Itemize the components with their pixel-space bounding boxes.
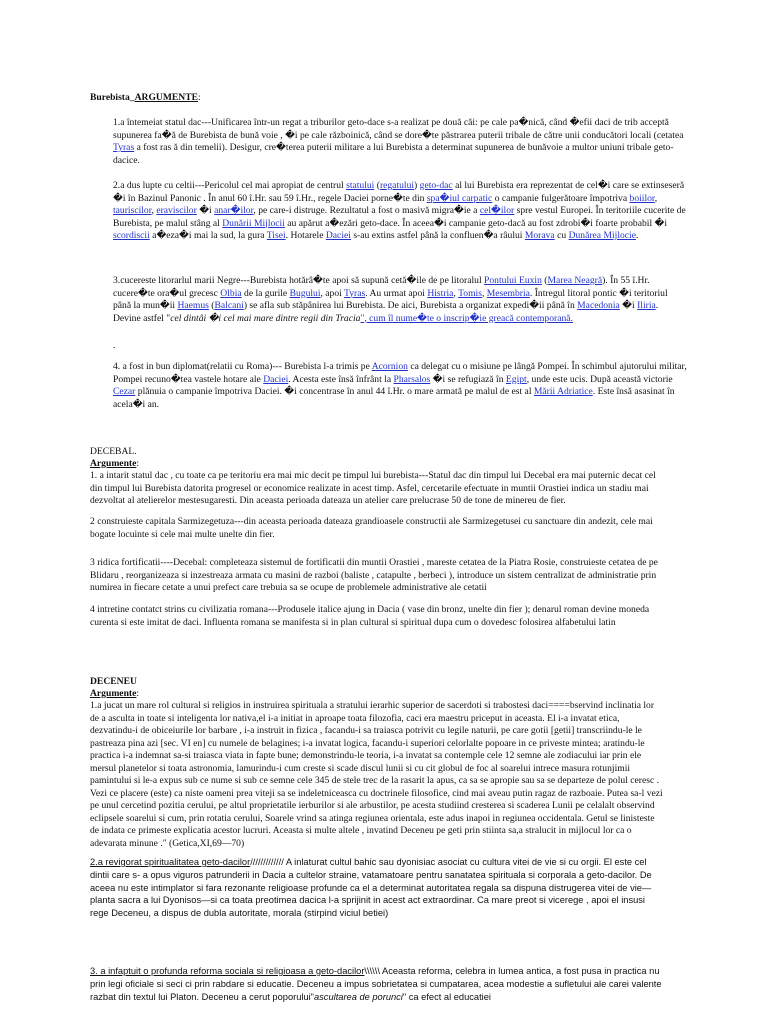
b3-link[interactable]: Pontului Euxin (484, 275, 542, 286)
b2-text: , pe care-i distruge. Rezultatul a fost o masivă migra�ie a (253, 205, 480, 216)
b2-text: au apărut a�ezări geto-dace. În aceea�i campanie geto-dacă au fost zdrobi�i foarte probabil �i (284, 217, 668, 229)
decebal-paragraph-1: 1. a intarit statul dac , cu toate ca pe teritoriu era mai mic decit pe timpul lui burebista---Statul dac din timpul lui Decebal era mai puternic decat cel din timpul lui Burebista datorita progresel or economice realizate in acest timp. Asfel, cercetarile efectuate in muntii Orastiei indica un stadiu mai dezvoltat al atelierelor mestesugaresti. Din aceasta perioada dateaza un atelier care prelucrase 50 de tone de minereu de fier. (90, 470, 656, 506)
deceneu-subheading: Argumente: (90, 688, 140, 699)
b2-link[interactable]: cel�ilor (479, 205, 515, 216)
deceneu-paragraph-3: 3. a infaptuit o profunda reforma sociala si religioasa a geto-dacilor\\\\\\ Aceasta reforma, celebra in lumea antica, a fost pusa in practica nu prin legi oficiale si seci ci prin rabdare si educatie. Deceneu a impus sobrietatea si cumpatarea, acea modestie a sufletului ale carei valente razbat din textul lui Platon. Deceneu a cerut poporului"ascultarea de porunci" ca efect al educatiei (90, 966, 662, 1002)
b1-text: 1.a întemeiat statul dac---Unificarea într-un regat a triburilor geto-dace s-a realizat pe două căi: pe cale pa�nică, când �efii daci de trib acceptă supunerea fa�ă de Burebista de bună voie , �i pe cale războinică, când se dore�te păstrarea puterii tribale de către unii conducători locali (cetatea (113, 117, 684, 141)
b3-text: ( (541, 275, 548, 286)
burebista-paragraph-2 (90, 180, 687, 243)
b3-text: de la gurile (241, 287, 290, 299)
b3-link[interactable]: Balcani (214, 300, 244, 311)
b3-link[interactable]: Histria (427, 287, 454, 299)
b2-link[interactable]: Morava (524, 230, 555, 241)
b2-text: . (635, 230, 639, 241)
b4-text: . Acesta este însă înfrânt la (288, 373, 394, 385)
b3-text: . Devine astfel " (113, 300, 659, 324)
b4-link[interactable]: Pharsalos (393, 373, 431, 385)
b2-link[interactable]: Tisei (266, 230, 286, 241)
b4-text: . Este însă asasinat în acela�i an. (113, 386, 675, 410)
b2-text: cu (554, 230, 569, 241)
b2-text: spre vestul Europei. În teritoriile cucerite de Burebista, pe malul stâng al (113, 205, 686, 229)
deceneu-paragraph-2: 2.a revigorat spiritualitatea geto-dacilor///////////// A inlaturat cultul bahic sau dyonisiac asociat cu cultura vitei de vie si cu orgii. El este cel dintii care s- a opus viguros patrunderii in Dacia a cultelor straine, vatamatoare pentru sanatatea spirituala si corporala a geto-dacilor. De aceea nu este intimplator si fara rezonante religioase profunde ca el a determinat autoritatea regala sa dispuna distrugerea vitei de vie—planta sacra a lui Dyonisos—si ca toata preotimea dacica l-a sprijinit in acest act extraordinar. Ca mare preot si viceregе , apoi el insusi rege Deceneu, a dispus de dubla autoritate, morala (stirpind viciul betiei) (90, 857, 652, 919)
b3-text: , apoi (320, 287, 345, 299)
b3-text: , (453, 287, 459, 299)
b3-link[interactable]: Macedonia (577, 300, 620, 311)
b2-link[interactable]: anar�ilor (214, 205, 254, 216)
title-colon: : (198, 92, 201, 103)
b4-link[interactable]: Mării Adriatice (533, 386, 593, 397)
b2-link[interactable]: spa�iul carpatic (426, 192, 493, 204)
b3-text: ). În 55 î.Hr. cucere�te ora�ul grecesc (113, 275, 650, 299)
b4-link[interactable]: Daciei (263, 373, 289, 385)
document-page (90, 0, 687, 1024)
b1-text: a fost ras ă din temelii). Desigur, cre�terea puterii militare a lui Burebista a determinat supunerea de bunăvoie a multor uniuni tribale geto-dacice. (113, 142, 674, 166)
b3-link[interactable]: Olbia (220, 287, 242, 299)
b4-text: ca delegat cu o misiune pe lângă Pompei. În schimbul ajutorului militar, Pompei recuno�tea vastele hotare ale (113, 361, 687, 385)
stray-dot: . (113, 340, 116, 351)
decebal-heading: DECEBAL. (90, 446, 137, 457)
b3-link[interactable]: Mesembria (486, 287, 530, 299)
b2-text: , (654, 192, 658, 204)
title-suffix: ARGUMENTE (134, 92, 199, 103)
b2-text: , (151, 205, 157, 216)
b2-text: ( (374, 180, 380, 191)
b2-text: al lui Burebista era reprezentat de cel�i care se extinseseră �i în Bazinul Panonic . În anul 60 î.Hr. sau 59 î.Hr., regele Daciei porne�te din (113, 180, 685, 204)
b3-text: , (481, 287, 487, 299)
b3-text: ( (208, 300, 215, 311)
burebista-paragraph-4 (90, 361, 687, 411)
b2-text: �i (196, 205, 215, 216)
b3-text: . Au urmat apoi (365, 287, 428, 299)
b2-text: o campanie fulgerătoare împotriva (492, 192, 630, 204)
decebal-paragraph-3: 3 ridica fortificatii----Decebal: completeaza sistemul de fortificatii din muntii Orastiei , mareste cetatea de la Piatra Rosie, construieste cetatea de pe Blidaru , reorganizeaza si inzestreaza armata cu masini de razboi (baliste , catapulte , berbeci ), introduce un sistem centralizat de administratie prin numirea in fiecare cetate a unui prefect care trebuia sa se ocupe de problemele administrative ale cetatii (90, 557, 658, 593)
burebista-paragraph-1 (90, 117, 687, 167)
b2-link[interactable]: tauriscilor (113, 205, 152, 216)
b3-link[interactable]: ", cum îl nume�te o inscrip�ie greacă contemporană. (360, 312, 573, 324)
b3-link[interactable]: Tyras (344, 287, 366, 299)
b3-link[interactable]: Bugului (289, 287, 321, 299)
b2-text: ) (414, 180, 420, 191)
b1-link[interactable]: Tyras (113, 142, 135, 153)
b3-link[interactable]: Haemus (177, 300, 209, 311)
b3-text: Tracia (335, 312, 361, 324)
b3-link[interactable]: Iliria (637, 300, 656, 311)
b4-link[interactable]: Egipt (505, 373, 527, 385)
b4-text: �i se refugiază în (430, 373, 506, 385)
b2-text: 2.a dus lupte cu celtii---Pericolul cel mai apropiat de centrul (113, 180, 347, 191)
b2-text: . Hotarele (285, 230, 326, 241)
b2-link[interactable]: boiilor (629, 192, 655, 204)
deceneu-paragraph-1: 1.a jucat un mare rol cultural si religios in instruirea spirituala a stratului ierarhic superior de sacerdoti si trabostesi daci====bservind inclinatia lor de a asculta in toate si inteligenta lor nativa,el i-a initiat in aproape toata filozofia, caci era maestru priceput in aceasta. El i-a invatat etica, dezvatindu-i de obiceiurile lor barbare , i-a instruit in fizica , facandu-i sa traiasca potrivit cu legile naturii, pe care gotii [getii] transcriindu-le le pastreaza pina azi [sec. VI en] cu numele de belagines; i-a invatat logica, facandu-i superiori celorlalte popoare in ce priveste mintea; aratindu-le practica i-a indemnat sa-si traiasca viata in fapte bune; demonstrindu-le teoria, i-a invatat sa contemple cele 12 semne ale zodiacului iar prin ele mersul planetelor si toata astronomia, lamurindu-i cum creste si scade discul lunii si cu cit globul de foc al soarelui intrece masura rotunjimii pamintului si le-a expus sub ce nume si sub ce semne cele 345 de stele trec de la rasarit la apus, ca sa se apropie sau sa se departeze de polul ceresc . Vezi ce placere (este) ca niste oameni prea viteji sa se indeletniceasca cu doctrinele filosofice, cind mai aveau putin ragaz de razboaie. Putea sa-l vezi pe unul cercetind pozitia cerului, pe altul proprietatile ierburilor si ale arbustilor, pe acesta studiind cresterea si scaderea Lunii pe celalalt observind eclipsele soarelui si cum, prin rotatia cerului, Soarele vrind sa atinga regiunea orientala, este adus inapoi in regiunea occidentala. Getul se linisteste de indata ce primeste explicatia acestor lucruri. Aceasta si multe altele , invatind Deceneu pe geti prin stiinta sa,a stralucit in mijlocul lor ca o adevarata minune ." (Getica,XI,69—70) (90, 700, 663, 849)
b2-link[interactable]: regatului (379, 180, 415, 191)
decebal-paragraph-4: 4 intretine contatct strins cu civilizatia romana---Produsele italice ajung in Dacia ( vase din bronz, unelte din fier ); denarul roman devine moneda curenta si este imitat de daci. Influenta romana se manifesta si in plan cultural si spiritual dupa cum o dovedesc folosirea alfabetului latin (90, 604, 650, 628)
b3-link[interactable]: Tomis (458, 287, 482, 299)
b4-text: , unde este ucis. După această victorie (526, 373, 673, 385)
document-title (90, 92, 664, 105)
decebal-subheading: Argumente: (90, 458, 140, 469)
deceneu-heading: DECENEU (90, 676, 137, 687)
b3-text: ) se afla sub stăpânirea lui Burebista. De aici, Burebista a organizat expedi�ii până în (243, 300, 578, 311)
b2-text: s-au extins astfel până la confluen�a râului (350, 230, 525, 241)
b2-link[interactable]: geto-dac (419, 180, 453, 191)
b2-link[interactable]: eraviscilor (156, 205, 197, 216)
b3-link[interactable]: Marea Neagră (547, 275, 603, 286)
b3-italic-text: cel dintâi �i cel mai mare dintre regii din (170, 312, 336, 324)
b3-text: . Întregul litoral pontic �i teritoriul până la mun�ii (113, 287, 668, 311)
b3-text: �i (619, 300, 638, 311)
b2-link[interactable]: Daciei (325, 230, 351, 241)
b2-link[interactable]: Dunărea Mijlocie (568, 230, 636, 241)
b3-text: 3.cucereste litorarlul marii Negre---Burebista hotărâ�te apoi să supună cetă�ile de pe litoralul (113, 275, 485, 286)
b4-link[interactable]: Acornion (371, 361, 408, 372)
b2-link[interactable]: Dunării Mijlocii (222, 217, 285, 229)
b2-link[interactable]: statului (346, 180, 375, 191)
b2-link[interactable]: scordiscii (113, 230, 150, 241)
burebista-paragraph-3 (90, 275, 687, 325)
b4-text: plănuia o campanie împotriva Daciei. �i concentrase în anul 44 î.Hr. o mare armată pe malul de est al (135, 386, 534, 397)
title-prefix: Burebista_ (90, 92, 135, 103)
b4-link[interactable]: Cezar (113, 386, 136, 397)
b2-text: a�eza�i mai la sud, la gura (149, 230, 267, 241)
decebal-paragraph-2: 2 construieste capitala Sarmizegetuza---din aceasta perioada dateaza grandioasele constructii ale Sarmizegetusei cu sanctuare din andezit, cele mai bogate locuinte si cele mai multe unelte din fier. (90, 516, 653, 540)
b4-text: 4. a fost in bun diplomat(relatii cu Roma)--- Burebista l-a trimis pe (113, 361, 372, 372)
